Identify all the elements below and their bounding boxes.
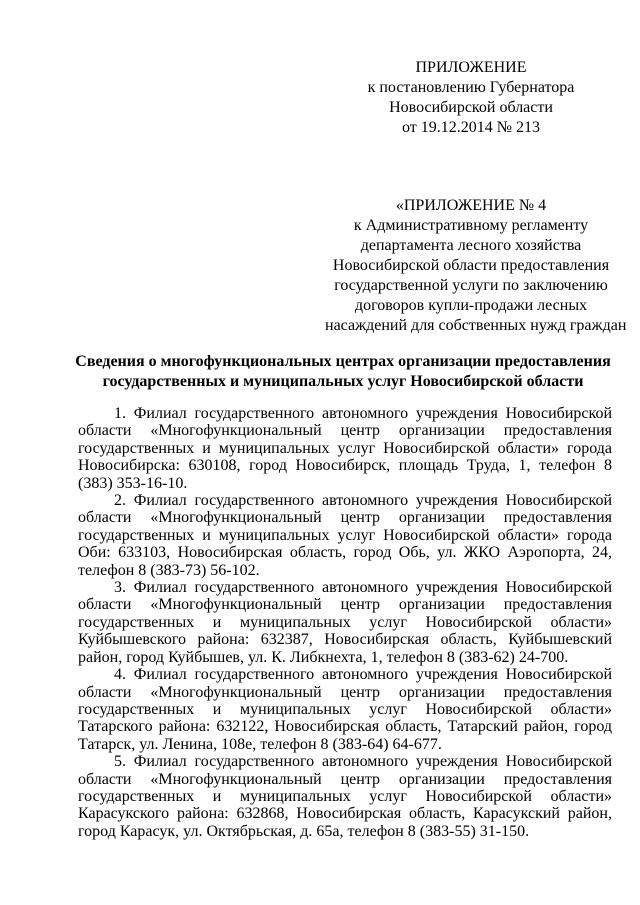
mfc-list xyxy=(78,405,612,840)
list-item: 3. Филиал государственного автономного учреждения Новосибирской области «Многофункциональный центр организации предоставления государственных и муниципальных услуг Новосибирской области» Куйбышевского района: 632387, Новосибирская область, Куйбышевский район, город Куйбышев, ул. К. Либкнехта, 1, телефон 8 (383-62) 24-700. xyxy=(78,579,612,666)
list-item: 2. Филиал государственного автономного учреждения Новосибирской области «Многофункциональный центр организации предоставления государственных и муниципальных услуг Новосибирской области» города Оби: 633103, Новосибирская область, город Обь, ул. ЖКО Аэропорта, 24, телефон 8 (383-73) 56-102. xyxy=(78,492,612,579)
appendix-line: к Административному регламенту xyxy=(353,217,589,234)
document-heading xyxy=(70,352,616,392)
approval-line: к постановлению Губернатора xyxy=(367,79,575,96)
approval-line: Новосибирской области xyxy=(389,99,553,116)
appendix-line: Новосибирской области предоставления xyxy=(332,257,610,274)
appendix-line: договоров купли-продажи лесных xyxy=(354,297,588,314)
list-item: 4. Филиал государственного автономного учреждения Новосибирской области «Многофункциональный центр организации предоставления государственных и муниципальных услуг Новосибирской области» Татарского района: 632122, Новосибирская область, Татарский район, город Татарск, ул. Ленина, 108е, телефон 8 (383-64) 64-677. xyxy=(78,666,612,753)
heading-line: государственных и муниципальных услуг Новосибирской области xyxy=(102,373,584,390)
list-item: 5. Филиал государственного автономного учреждения Новосибирской области «Многофункциональный центр организации предоставления государственных и муниципальных услуг Новосибирской области» Карасукского района: 632868, Новосибирская область, Карасукский район, город Карасук, ул. Октябрьская, д. 65а, телефон 8 (383-55) 31-150. xyxy=(78,753,612,840)
approval-block xyxy=(366,58,576,138)
list-item: 1. Филиал государственного автономного учреждения Новосибирской области «Многофункциональный центр организации предоставления государственных и муниципальных услуг Новосибирской области» города Новосибирска: 630108, город Новосибирск, площадь Труда, 1, телефон 8 (383) 353-16-10. xyxy=(78,405,612,492)
approval-title: ПРИЛОЖЕНИЕ xyxy=(415,59,527,76)
appendix-title: «ПРИЛОЖЕНИЕ № 4 xyxy=(395,197,547,214)
appendix-line: департамента лесного хозяйства xyxy=(360,237,582,254)
appendix-block xyxy=(325,196,627,336)
approval-date-number: от 19.12.2014 № 213 xyxy=(401,119,541,136)
heading-line: Сведения о многофункциональных центрах организации предоставления xyxy=(75,353,611,370)
appendix-line: государственной услуги по заключению xyxy=(334,277,608,294)
appendix-line: насаждений для собственных нужд граждан xyxy=(325,317,627,334)
